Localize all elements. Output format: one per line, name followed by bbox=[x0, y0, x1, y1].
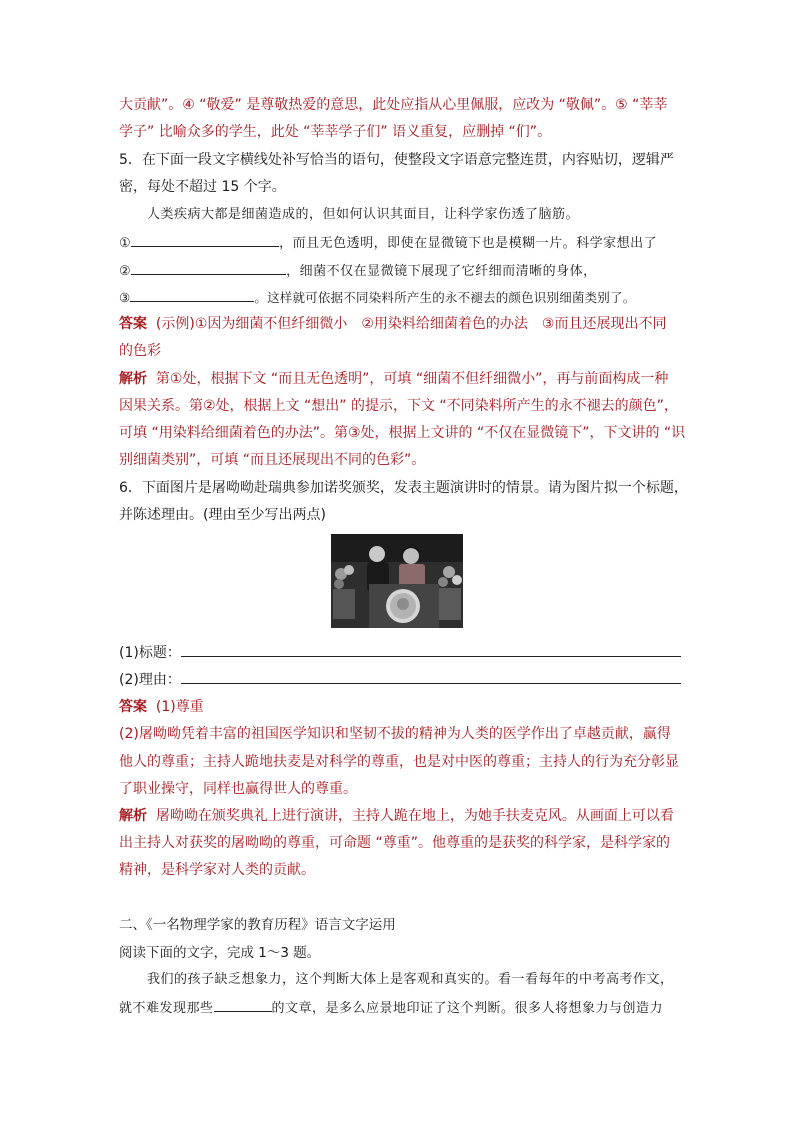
q6-analysis-label: 解析 bbox=[119, 808, 147, 824]
q5-stem-line2: 密，每处不超过 15 个字。 bbox=[119, 179, 286, 195]
q5-analysis-line3: 可填 “用染料给细菌着色的办法”。第③处，根据上文讲的 “不仅在显微镜下”，下文讲的 “识 bbox=[119, 425, 686, 441]
q6-answer-line4: 了职业操守，同样也赢得世人的尊重。 bbox=[119, 781, 357, 797]
q5-answer-line2: 的色彩 bbox=[119, 343, 161, 359]
q6-answer-title: (1)尊重 bbox=[155, 699, 204, 715]
q6-title-line bbox=[119, 642, 681, 663]
q6-analysis-line2: 出主持人对获奖的屠呦呦的尊重，可命题 “尊重”。他尊重的是获奖的科学家，是科学家的 bbox=[119, 835, 670, 851]
q5-blank3-number: ③ bbox=[119, 290, 131, 305]
q5-passage-line3 bbox=[119, 260, 597, 282]
q5-answer-text1: (示例)①因为细菌不但纤细微小 ②用染料给细菌着色的办法 ③而且还展现出不同 bbox=[155, 316, 667, 332]
q5-after-blank3: 。这样就可依据不同染料所产生的永不褪去的颜色识别细菌类别了。 bbox=[254, 290, 636, 305]
section2-para-line2 bbox=[119, 997, 663, 1019]
q6-title-underline[interactable] bbox=[181, 642, 681, 657]
section2-para-line1: 我们的孩子缺乏想象力，这个判断大体上是客观和真实的。看一看每年的中考高考作文， bbox=[147, 972, 674, 987]
q5-analysis-line4: 别细菌类别”，可填 “而且还展现出不同的色彩”。 bbox=[119, 452, 426, 468]
q5-answer-line1 bbox=[119, 314, 666, 334]
section2-para2-after-blank: 的文章，是多么应景地印证了这个判断。很多人将想象力与创造力 bbox=[271, 1001, 664, 1016]
q5-analysis-text1: 第①处，根据下文 “而且无色透明”，可填 “细菌不但纤细微小”，再与前面构成一种 bbox=[155, 371, 669, 387]
award-ceremony-photo bbox=[331, 534, 463, 628]
q6-title-label: (1)标题： bbox=[119, 645, 181, 661]
q5-blank2-number: ② bbox=[119, 264, 132, 279]
section2-blank-underline[interactable] bbox=[214, 997, 272, 1012]
answer4-tail-line2: 学子” 比喻众多的学生，此处 “莘莘学子们” 语义重复，应删掉 “们”。 bbox=[119, 124, 552, 140]
q5-after-blank1: ，而且无色透明，即使在显微镜下也是模糊一片。科学家想出了 bbox=[279, 236, 658, 251]
q6-analysis-line3: 精神，是科学家对人类的贡献。 bbox=[119, 862, 315, 878]
q5-after-blank2: ，细菌不仅在显微镜下展现了它纤细而清晰的身体， bbox=[286, 264, 597, 279]
q6-reason-underline[interactable] bbox=[181, 669, 681, 684]
q5-answer-label: 答案 bbox=[119, 316, 147, 332]
q5-analysis-line2: 因果关系。第②处，根据上文 “想出” 的提示，下文 “不同染料所产生的永不褪去的颜色”， bbox=[119, 398, 678, 414]
q6-reason-label: (2)理由： bbox=[119, 672, 181, 688]
award-ceremony-photo-graphic bbox=[331, 534, 463, 628]
q5-analysis-line1 bbox=[119, 369, 668, 389]
q6-answer-line3: 他人的尊重；主持人跪地扶麦是对科学的尊重，也是对中医的尊重；主持人的行为充分彰显 bbox=[119, 754, 679, 770]
section2-heading: 二、《一名物理学家的教育历程》语言文字运用 bbox=[119, 917, 396, 933]
q5-blank3-underline bbox=[130, 287, 254, 302]
q6-answer-line1 bbox=[119, 697, 204, 717]
q6-answer-label: 答案 bbox=[119, 699, 147, 715]
q6-reason-line bbox=[119, 669, 681, 690]
q5-passage-line4 bbox=[119, 287, 635, 308]
q6-analysis-text1: 屠呦呦在颁奖典礼上进行演讲，主持人跪在地上，为她手扶麦克风。从画面上可以看 bbox=[155, 808, 674, 824]
q5-analysis-label: 解析 bbox=[119, 371, 147, 387]
q5-passage-line1: 人类疾病大都是细菌造成的，但如何认识其面目，让科学家伤透了脑筋。 bbox=[147, 207, 580, 222]
q5-blank1-number: ① bbox=[119, 236, 132, 251]
q6-answer-line2: (2)屠呦呦凭着丰富的祖国医学知识和坚韧不拔的精神为人类的医学作出了卓越贡献，赢得 bbox=[119, 726, 671, 742]
answer4-tail-line1: 大贡献”。④ “敬爱” 是尊敬热爱的意思，此处应指从心里佩服，应改为 “敬佩”。⑤ “莘莘 bbox=[119, 97, 668, 113]
q6-stem-line2: 并陈述理由。(理由至少写出两点) bbox=[119, 507, 326, 523]
q5-passage-line2 bbox=[119, 232, 657, 254]
q5-blank1-underline bbox=[131, 232, 279, 247]
section2-instruction: 阅读下面的文字，完成 1～3 题。 bbox=[119, 945, 321, 961]
q5-blank2-underline bbox=[131, 260, 286, 275]
q6-stem-line1: 6．下面图片是屠呦呦赴瑞典参加诺奖颁奖，发表主题演讲时的情景。请为图片拟一个标题， bbox=[119, 480, 688, 496]
q5-stem-line1: 5．在下面一段文字横线处补写恰当的语句，使整段文字语意完整连贯，内容贴切，逻辑严 bbox=[119, 152, 674, 168]
section2-para2-before-blank: 就不难发现那些 bbox=[119, 1001, 214, 1016]
q6-analysis-line1 bbox=[119, 806, 674, 826]
